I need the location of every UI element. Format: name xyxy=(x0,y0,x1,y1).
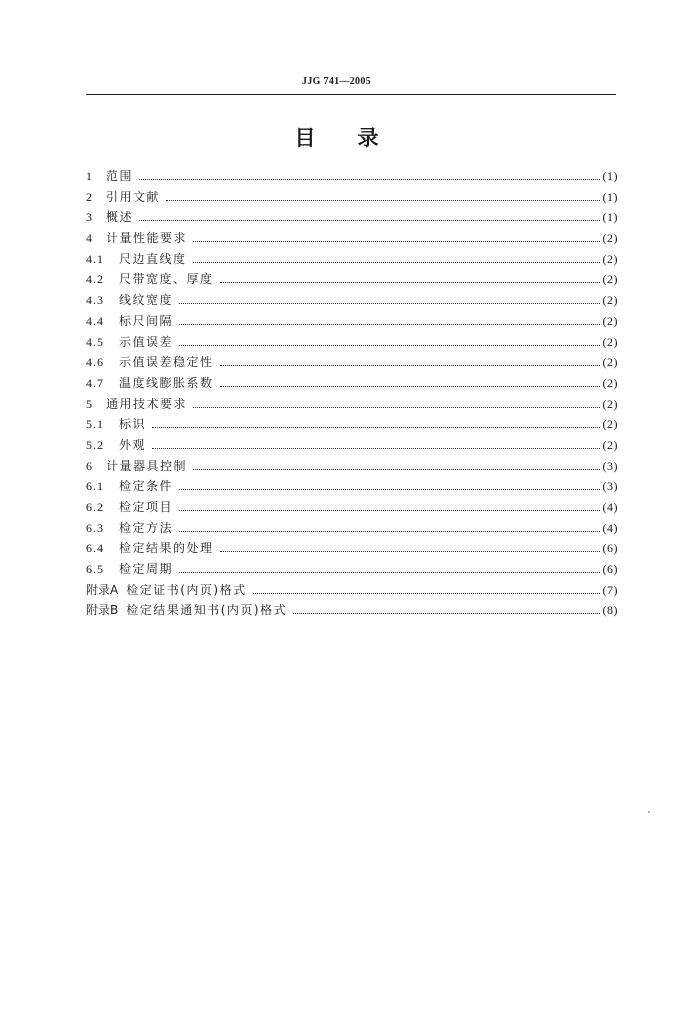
toc-entry-title: 示值误差稳定性 xyxy=(119,355,214,370)
toc-entry-title: 检定项目 xyxy=(119,500,174,514)
toc-dot-leader xyxy=(193,406,599,408)
toc-entry[interactable] xyxy=(86,559,618,580)
toc-entry-title: 概述 xyxy=(106,210,134,225)
toc-entry[interactable] xyxy=(86,497,618,518)
toc-entry-title: 温度线膨胀系数 xyxy=(119,375,214,390)
toc-dot-leader xyxy=(179,302,599,304)
toc-entry-page: (7) xyxy=(602,582,618,597)
toc-entry-title: 示值误差 xyxy=(119,334,174,349)
toc-entry-page: (2) xyxy=(602,272,618,287)
toc-entry-number: 附录A xyxy=(86,582,119,597)
toc-entry[interactable] xyxy=(86,373,618,394)
header-rule xyxy=(86,94,616,95)
toc-entry-page: (2) xyxy=(602,313,618,328)
toc-entry-page: (2) xyxy=(602,396,618,411)
toc-entry[interactable] xyxy=(86,249,618,270)
toc-entry[interactable] xyxy=(86,352,618,373)
toc-entry-number: 3 xyxy=(86,210,92,225)
toc-entry-number: 4.6 xyxy=(86,355,104,370)
toc-entry-title: 标识 xyxy=(119,417,147,432)
toc-dot-leader xyxy=(179,323,599,325)
toc-entry-title: 检定条件 xyxy=(119,479,174,494)
toc-entry-page: (6) xyxy=(602,562,618,577)
document-code-header: JJG 741—2005 xyxy=(302,76,371,87)
toc-entry-number: 6.1 xyxy=(86,479,104,494)
toc-entry-number: 4.7 xyxy=(86,375,104,390)
toc-entry[interactable] xyxy=(86,187,618,208)
toc-entry[interactable] xyxy=(86,580,618,601)
toc-entry[interactable] xyxy=(86,518,618,539)
toc-dot-leader xyxy=(253,592,600,594)
toc-entry-page: (2) xyxy=(602,437,618,452)
toc-entry-page: (2) xyxy=(602,231,618,246)
toc-entry-number: 6.2 xyxy=(86,500,104,514)
toc-entry-title: 尺边直线度 xyxy=(119,251,187,266)
toc-entry-page: (2) xyxy=(602,417,618,432)
toc-entry-page: (1) xyxy=(602,169,618,183)
toc-entry-number: 2 xyxy=(86,189,92,204)
toc-dot-leader xyxy=(152,426,599,428)
toc-entry-number: 4 xyxy=(86,231,92,246)
toc-dot-leader xyxy=(139,178,599,180)
toc-entry[interactable] xyxy=(86,228,618,249)
toc-dot-leader xyxy=(179,488,599,490)
table-of-contents xyxy=(86,166,618,621)
toc-entry-page: (2) xyxy=(602,293,618,308)
toc-entry-number: 4.2 xyxy=(86,272,104,287)
toc-dot-leader xyxy=(179,571,599,573)
toc-entry-title: 检定证书(内页)格式 xyxy=(126,582,247,597)
toc-dot-leader xyxy=(220,364,600,366)
toc-entry-number: 6 xyxy=(86,458,92,473)
toc-entry-number: 5 xyxy=(86,396,92,411)
toc-entry-title: 检定周期 xyxy=(119,562,174,577)
toc-entry[interactable] xyxy=(86,476,618,497)
toc-entry-page: (2) xyxy=(602,251,618,266)
toc-dot-leader xyxy=(293,612,599,614)
toc-entry-number: 4.4 xyxy=(86,313,104,328)
toc-entry-title: 计量性能要求 xyxy=(106,231,188,246)
toc-dot-leader xyxy=(220,550,600,552)
toc-entry-number: 4.5 xyxy=(86,334,104,349)
toc-entry-number: 6.4 xyxy=(86,541,104,556)
toc-entry[interactable] xyxy=(86,600,618,621)
page-title: 目录 xyxy=(294,126,421,150)
toc-entry[interactable] xyxy=(86,166,618,187)
scan-speck xyxy=(648,811,650,813)
toc-entry[interactable] xyxy=(86,207,618,228)
toc-dot-leader xyxy=(220,385,600,387)
toc-dot-leader xyxy=(166,199,599,201)
toc-entry-number: 6.3 xyxy=(86,520,104,535)
toc-entry-title: 引用文献 xyxy=(106,189,161,204)
toc-entry[interactable] xyxy=(86,332,618,353)
toc-entry[interactable] xyxy=(86,435,618,456)
toc-dot-leader xyxy=(139,219,599,221)
toc-entry-page: (8) xyxy=(602,603,618,618)
toc-entry-number: 附录B xyxy=(86,603,119,618)
toc-entry[interactable] xyxy=(86,456,618,477)
toc-entry-number: 6.5 xyxy=(86,562,104,577)
toc-entry-title: 线纹宽度 xyxy=(119,293,174,308)
toc-entry-page: (1) xyxy=(602,189,618,204)
toc-entry-title: 检定结果通知书(内页)格式 xyxy=(126,603,288,618)
toc-entry-page: (4) xyxy=(602,500,618,514)
toc-dot-leader xyxy=(179,344,599,346)
toc-entry-title: 外观 xyxy=(119,437,147,452)
toc-entry[interactable] xyxy=(86,269,618,290)
toc-dot-leader xyxy=(193,468,599,470)
toc-entry-page: (1) xyxy=(602,210,618,225)
toc-entry[interactable] xyxy=(86,311,618,332)
toc-dot-leader xyxy=(193,261,600,263)
toc-entry[interactable] xyxy=(86,394,618,415)
toc-entry-page: (3) xyxy=(602,479,618,494)
toc-entry-title: 尺带宽度、厚度 xyxy=(119,272,214,287)
toc-entry[interactable] xyxy=(86,538,618,559)
toc-entry-title: 检定方法 xyxy=(119,520,174,535)
toc-entry-title: 标尺间隔 xyxy=(119,313,174,328)
toc-entry[interactable] xyxy=(86,290,618,311)
toc-entry-page: (2) xyxy=(602,334,618,349)
toc-dot-leader xyxy=(193,240,599,242)
toc-entry-page: (2) xyxy=(602,355,618,370)
toc-entry-title: 检定结果的处理 xyxy=(119,541,214,556)
toc-entry-number: 4.1 xyxy=(86,251,104,266)
toc-entry-number: 5.2 xyxy=(86,437,104,452)
toc-entry-number: 5.1 xyxy=(86,417,104,432)
toc-dot-leader xyxy=(179,530,599,532)
toc-entry-number: 4.3 xyxy=(86,293,104,308)
toc-dot-leader xyxy=(179,509,599,511)
toc-entry-page: (3) xyxy=(602,458,618,473)
toc-entry-page: (2) xyxy=(602,375,618,390)
toc-entry-title: 范围 xyxy=(106,169,134,183)
toc-entry[interactable] xyxy=(86,414,618,435)
toc-entry-page: (6) xyxy=(602,541,618,556)
toc-dot-leader xyxy=(220,281,600,283)
toc-dot-leader xyxy=(152,447,599,449)
toc-entry-number: 1 xyxy=(86,169,92,183)
toc-entry-title: 计量器具控制 xyxy=(106,458,188,473)
toc-entry-title: 通用技术要求 xyxy=(106,396,188,411)
toc-entry-page: (4) xyxy=(602,520,618,535)
